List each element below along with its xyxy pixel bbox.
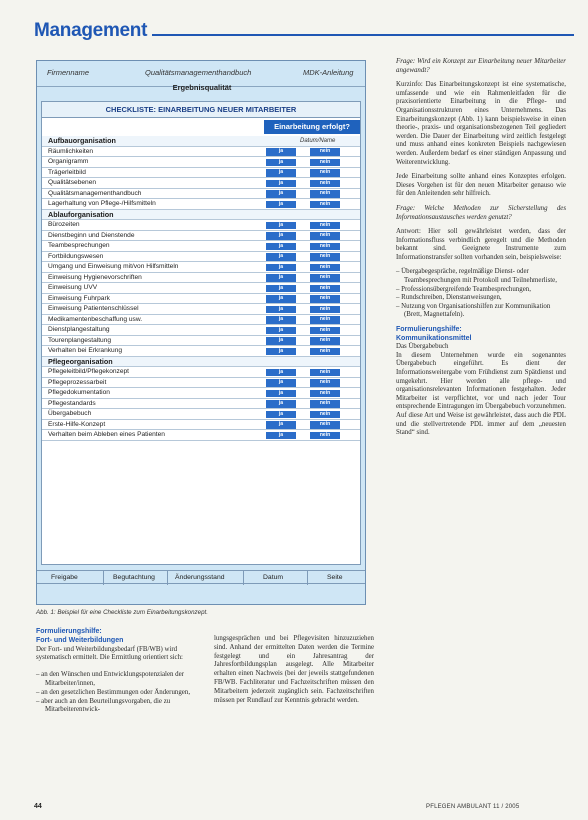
no-checkbox[interactable]: nein xyxy=(310,432,340,440)
yes-checkbox[interactable]: ja xyxy=(266,390,296,398)
table-row xyxy=(42,147,360,158)
datum-label: Datum/Name xyxy=(300,138,336,144)
item-label: Lagerhaltung von Pflege-/Hilfsmitteln xyxy=(48,200,156,207)
table-row xyxy=(42,178,360,189)
field-qmh: Qualitätsmanagementhandbuch xyxy=(145,68,252,77)
checklist-banner: CHECKLISTE: EINARBEITUNG NEUER MITARBEITER xyxy=(42,102,360,118)
yes-checkbox[interactable]: ja xyxy=(266,369,296,377)
no-checkbox[interactable]: nein xyxy=(310,411,340,419)
yes-checkbox[interactable]: ja xyxy=(266,337,296,345)
yes-checkbox[interactable]: ja xyxy=(266,243,296,251)
yes-checkbox[interactable]: ja xyxy=(266,306,296,314)
subheading-fortbildung: Fort- und Weiterbildungen xyxy=(36,636,124,644)
no-checkbox[interactable]: nein xyxy=(310,421,340,429)
item-label: Einweisung Hygienevorschriften xyxy=(48,273,142,281)
table-row xyxy=(42,157,360,168)
yes-checkbox[interactable]: ja xyxy=(266,222,296,230)
no-checkbox[interactable]: nein xyxy=(310,379,340,387)
column-header-erfolgt: Einarbeitung erfolgt? xyxy=(264,120,360,134)
paragraph: Der Fort- und Weiterbildungsbedarf (FB/WB) wird systematisch ermittelt. Die Ermittlung orientiert sich: xyxy=(36,645,183,662)
table-row xyxy=(42,304,360,315)
table-row xyxy=(42,168,360,179)
no-checkbox[interactable]: nein xyxy=(310,348,340,356)
yes-checkbox[interactable]: ja xyxy=(266,348,296,356)
criteria-list xyxy=(36,671,204,715)
yes-checkbox[interactable]: ja xyxy=(266,201,296,209)
section-title: Aufbauorganisation xyxy=(48,136,116,145)
subheading-formulierungshilfe: Formulierungshilfe: xyxy=(396,326,462,334)
field-seite: Seite xyxy=(327,574,343,581)
no-checkbox[interactable]: nein xyxy=(310,327,340,335)
table-row xyxy=(42,189,360,200)
item-label: Einweisung UVV xyxy=(48,284,98,291)
table-row xyxy=(42,199,360,210)
table-row xyxy=(42,283,360,294)
item-label: Einweisung Patientenschlüssel xyxy=(48,305,139,312)
yes-checkbox[interactable]: ja xyxy=(266,274,296,282)
item-label: Medikamentenbeschaffung usw. xyxy=(48,315,143,323)
table-row xyxy=(42,388,360,399)
no-checkbox[interactable]: nein xyxy=(310,369,340,377)
yes-checkbox[interactable]: ja xyxy=(266,159,296,167)
no-checkbox[interactable]: nein xyxy=(310,400,340,408)
field-begutachtung: Begutachtung xyxy=(113,574,155,581)
item-label: Einweisung Fuhrpark xyxy=(48,294,110,302)
title-rule xyxy=(152,34,574,36)
table-row xyxy=(42,409,360,420)
item-label: Räumlichkeiten xyxy=(48,147,94,155)
instrument-list xyxy=(396,268,566,320)
item-label: Pflegedokumentation xyxy=(48,389,110,396)
item-label: Übergabebuch xyxy=(48,410,92,417)
subheading-uebergabebuch: Das Übergabebuch xyxy=(396,343,449,351)
item-label: Pflegeprozessarbeit xyxy=(48,378,107,386)
item-label: Tourenplangestaltung xyxy=(48,336,112,344)
list-item: – Rundschreiben, Dienstanweisungen, xyxy=(396,294,502,302)
field-datum: Datum xyxy=(263,574,284,581)
table-row xyxy=(42,430,360,441)
bottom-left-text xyxy=(36,628,204,715)
no-checkbox[interactable]: nein xyxy=(310,222,340,230)
table-row xyxy=(42,315,360,326)
question-2: Frage: Welche Methoden zur Sicherstellung des Informationsaustausches werden genutzt? xyxy=(396,204,566,221)
item-label: Pflegestandards xyxy=(48,399,96,407)
table-row xyxy=(42,378,360,389)
yes-checkbox[interactable]: ja xyxy=(266,285,296,293)
no-checkbox[interactable]: nein xyxy=(310,232,340,240)
item-label: Qualitätsebenen xyxy=(48,179,97,186)
table-row xyxy=(42,420,360,431)
yes-checkbox[interactable]: ja xyxy=(266,264,296,272)
yes-checkbox[interactable]: ja xyxy=(266,379,296,387)
no-checkbox[interactable]: nein xyxy=(310,390,340,398)
section-title: Management xyxy=(34,20,148,41)
checklist-form xyxy=(36,60,366,605)
section-title: Pflegeorganisation xyxy=(48,356,113,366)
answer-1: Kurzinfo: Das Einarbeitungskonzept ist eine systematische, umfassende und wie ein Rahmenleitfaden für die praxisorientierte Einarbeitung in die Pflege- und Organisationsstrukturen eines Unternehmens. Das Einarbeitungskonzept (Abb. 1) kann beispielsweise in einen theorie-, praxis- und organisationsbezogenen Teil gegliedert werden. Die Dauer der Einarbeitung wird zeitlich festgelegt und muss anhand eines konkreten Beispiels nachgewiesen werden. Außerdem bedarf es einer ständigen Anpassung und Weiterentwicklung. xyxy=(396,81,566,166)
yes-checkbox[interactable]: ja xyxy=(266,253,296,261)
item-label: Qualitätsmanagementhandbuch xyxy=(48,189,142,197)
item-label: Trägerleitbild xyxy=(48,168,86,176)
no-checkbox[interactable]: nein xyxy=(310,274,340,282)
list-item: – an den Wünschen und Entwicklungspotenzialen der Mitarbeiter/innen, xyxy=(36,671,184,687)
yes-checkbox[interactable]: ja xyxy=(266,169,296,177)
yes-checkbox[interactable]: ja xyxy=(266,411,296,419)
field-mdk: MDK-Anleitung xyxy=(303,68,354,77)
item-label: Verhalten bei Erkrankung xyxy=(48,347,123,354)
table-row xyxy=(42,231,360,242)
figure-caption: Abb. 1: Beispiel für eine Checkliste zum Einarbeitungskonzept. xyxy=(36,609,208,616)
yes-checkbox[interactable]: ja xyxy=(266,190,296,198)
item-label: Bürozeiten xyxy=(48,221,80,228)
item-label: Verhalten beim Ableben eines Patienten xyxy=(48,431,165,438)
field-aenderungsstand: Änderungsstand xyxy=(175,574,225,581)
list-item: – an den gesetzlichen Bestimmungen oder Änderungen, xyxy=(36,688,191,696)
no-checkbox[interactable]: nein xyxy=(310,201,340,209)
yes-checkbox[interactable]: ja xyxy=(266,421,296,429)
table-row xyxy=(42,262,360,273)
item-label: Erste-Hilfe-Konzept xyxy=(48,420,106,428)
page-number: 44 xyxy=(34,803,42,810)
no-checkbox[interactable]: nein xyxy=(310,243,340,251)
no-checkbox[interactable]: nein xyxy=(310,306,340,314)
table-row xyxy=(42,252,360,263)
table-row xyxy=(42,346,360,357)
item-label: Umgang und Einweisung mit/von Hilfsmitteln xyxy=(48,263,179,270)
list-item: – Professionsübergreifende Teambesprechungen, xyxy=(396,285,531,293)
no-checkbox[interactable]: nein xyxy=(310,295,340,303)
table-row xyxy=(42,220,360,231)
field-freigabe: Freigabe xyxy=(51,574,78,581)
item-label: Fortbildungswesen xyxy=(48,252,104,260)
list-item: – Übergabegespräche, regelmäßige Dienst- oder Teambesprechungen mit Protokoll und Teilnehmerliste, xyxy=(396,268,557,285)
right-column-text xyxy=(396,58,566,444)
no-checkbox[interactable]: nein xyxy=(310,253,340,261)
yes-checkbox[interactable]: ja xyxy=(266,180,296,188)
bottom-mid-text: lungsgesprächen und bei Pflegevisiten hinzuzuziehen sind. Anhand der ermittelten Daten werden die Termine festgelegt und ein Jahresantrag der Jahresfortbildungsplan ausgelegt. Alle Mitarbeiter erhalten einen Nachweis (bei der jeweils stattgefundenen FB/WB. Fachliteratur und Fachzeitschriften müssen den Mitarbeitern jederzeit zugänglich sein. Fachzeitschriften müssen per Rundlauf zur Kenntnis gebracht werden. xyxy=(214,635,374,704)
table-row xyxy=(42,399,360,410)
table-row xyxy=(42,273,360,284)
answer-3: In diesem Unternehmen wurde ein sogenanntes Übergabebuch eingeführt. Es dient der Informationsweitergabe vom Frühdienst zum Spätdienst und umgekehrt. Hier werden alle pflege- und organisationsrelevanten Informationen festgehalten. Jeder Mitarbeiter ist verpflichtet, vor und nach jeder Tour entsprechende Eintragungen im Übergabebuch vorzunehmen. Auf diese Art und Weise ist gewährleistet, dass auch die PDL und die stellvertretende PDL immer auf dem „neuesten Stand“ sind. xyxy=(396,351,566,437)
item-label: Teambesprechungen xyxy=(48,242,110,249)
no-checkbox[interactable]: nein xyxy=(310,264,340,272)
no-checkbox[interactable]: nein xyxy=(310,316,340,324)
yes-checkbox[interactable]: ja xyxy=(266,232,296,240)
table-row xyxy=(42,241,360,252)
answer-1b: Jede Einarbeitung sollte anhand eines Konzeptes erfolgen. Dieses Vorgehen ist für den neuen Mitarbeiter genauso wie für den Anleitenden sehr hilfreich. xyxy=(396,173,566,198)
yes-checkbox[interactable]: ja xyxy=(266,148,296,156)
yes-checkbox[interactable]: ja xyxy=(266,295,296,303)
checklist-rows xyxy=(42,136,360,441)
list-item: – aber auch an den Beurteilungsvorgaben, die zu Mitarbeiterentwick- xyxy=(36,697,171,714)
table-row xyxy=(42,367,360,378)
table-row xyxy=(42,325,360,336)
form-subtitle: Ergebnisqualität xyxy=(172,83,232,92)
no-checkbox[interactable]: nein xyxy=(310,169,340,177)
no-checkbox[interactable]: nein xyxy=(310,285,340,293)
page-header xyxy=(34,20,574,48)
section-row xyxy=(42,357,360,368)
item-label: Dienstplangestaltung xyxy=(48,326,110,333)
no-checkbox[interactable]: nein xyxy=(310,190,340,198)
section-row xyxy=(42,136,360,147)
yes-checkbox[interactable]: ja xyxy=(266,327,296,335)
field-firmenname: Firmenname xyxy=(47,68,90,77)
section-row xyxy=(42,210,360,221)
no-checkbox[interactable]: nein xyxy=(310,148,340,156)
no-checkbox[interactable]: nein xyxy=(310,337,340,345)
item-label: Pflegeleitbild/Pflegekonzept xyxy=(48,368,130,375)
form-bottom-row xyxy=(37,570,366,584)
question-1: Frage: Wird ein Konzept zur Einarbeitung neuer Mitarbeiter angewandt? xyxy=(396,58,566,74)
table-row xyxy=(42,336,360,347)
no-checkbox[interactable]: nein xyxy=(310,180,340,188)
subheading-kommunikationsmittel: Kommunikationsmittel xyxy=(396,334,472,342)
table-row xyxy=(42,294,360,305)
answer-2: Antwort: Hier soll gewährleistet werden, dass der Informationsfluss verbindlich geregelt und die Methoden bekannt sind. Geeignete Instrumente zum Informationstransfer sollten vorhanden sein, beispielsweise: xyxy=(396,228,566,261)
list-item: – Nutzung von Organisationshilfen zur Kommunikation (Brett, Magnettafeln). xyxy=(396,302,551,319)
checklist-table xyxy=(41,101,361,565)
section-title: Ablauforganisation xyxy=(48,209,114,219)
subheading-formulierungshilfe: Formulierungshilfe: xyxy=(36,628,102,635)
no-checkbox[interactable]: nein xyxy=(310,159,340,167)
yes-checkbox[interactable]: ja xyxy=(266,400,296,408)
item-label: Dienstbeginn und Dienstende xyxy=(48,231,135,239)
yes-checkbox[interactable]: ja xyxy=(266,432,296,440)
yes-checkbox[interactable]: ja xyxy=(266,316,296,324)
journal-name: PFLEGEN AMBULANT 11 / 2005 xyxy=(426,804,520,810)
item-label: Organigramm xyxy=(48,158,89,165)
